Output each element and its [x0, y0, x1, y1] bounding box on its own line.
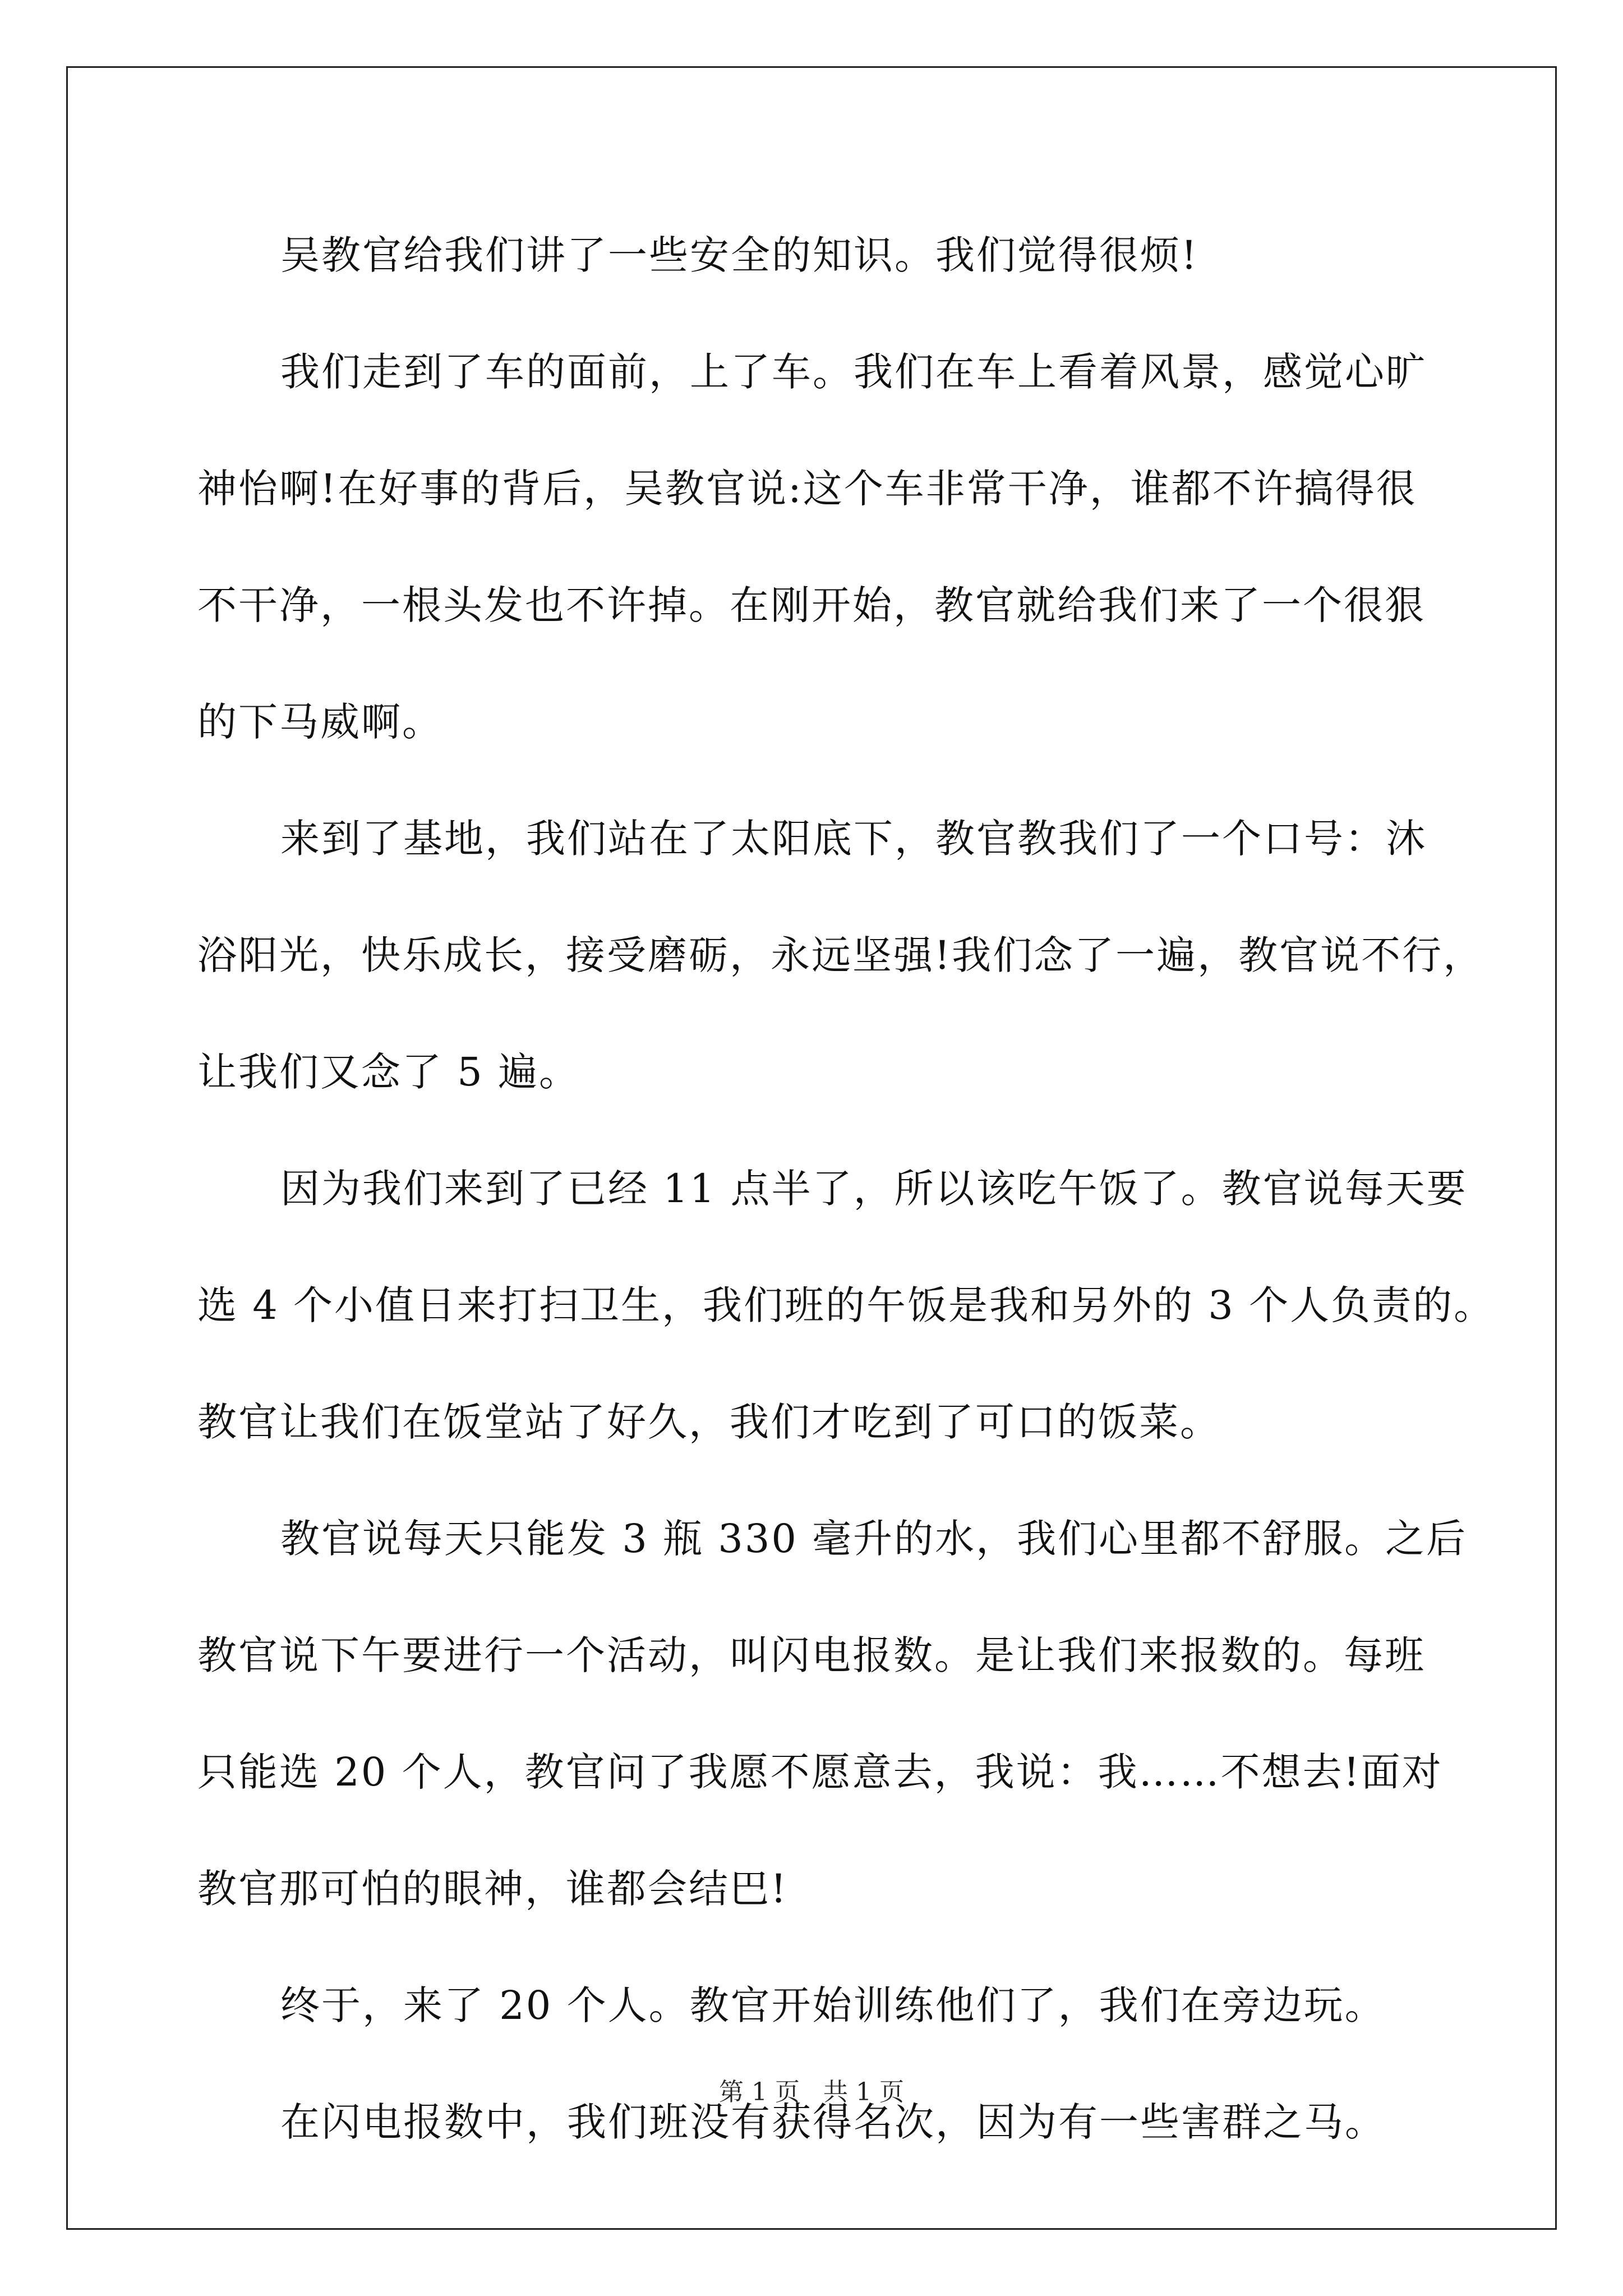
text-line: 教官说每天只能发 3 瓶 330 毫升的水，我们心里都不舒服。之后	[280, 1516, 1468, 1562]
text-line: 教官说下午要进行一个活动，叫闪电报数。是让我们来报数的。每班	[197, 1632, 1426, 1678]
page-total: 共 1 页	[823, 2078, 904, 2106]
text-line: 终于，来了 20 个人。教官开始训练他们了，我们在旁边玩。	[280, 1982, 1386, 2028]
text-line: 选 4 个小值日来打扫卫生，我们班的午饭是我和另外的 3 个人负责的。	[197, 1282, 1495, 1328]
text-line: 让我们又念了 5 遍。	[197, 1049, 580, 1095]
text-line: 教官那可怕的眼神，谁都会结巴!	[197, 1866, 789, 1912]
page-footer	[0, 2076, 1623, 2109]
text-line: 不干净，一根头发也不许掉。在刚开始，教官就给我们来了一个很狠	[197, 582, 1426, 628]
text-line: 神怡啊!在好事的背后，吴教官说:这个车非常干净，谁都不许搞得很	[197, 466, 1417, 512]
footer-spacer	[800, 2078, 823, 2106]
text-line: 吴教官给我们讲了一些安全的知识。我们觉得很烦!	[280, 232, 1199, 278]
text-line: 在闪电报数中，我们班没有获得名次，因为有一些害群之马。	[280, 2099, 1386, 2145]
text-line: 的下马威啊。	[197, 699, 443, 745]
text-line: 因为我们来到了已经 11 点半了，所以该吃午饭了。教官说每天要	[280, 1166, 1468, 1212]
text-line: 教官让我们在饭堂站了好久，我们才吃到了可口的饭菜。	[197, 1399, 1221, 1445]
text-line: 来到了基地，我们站在了太阳底下，教官教我们了一个口号：沐	[280, 816, 1427, 862]
text-line: 只能选 20 个人，教官问了我愿不愿意去，我说：我……不想去!面对	[197, 1749, 1443, 1795]
text-line: 我们走到了车的面前，上了车。我们在车上看着风景，感觉心旷	[280, 349, 1427, 395]
text-line: 浴阳光，快乐成长，接受磨砺，永远坚强!我们念了一遍，教官说不行，	[197, 932, 1484, 978]
page-number: 第 1 页	[719, 2078, 800, 2106]
